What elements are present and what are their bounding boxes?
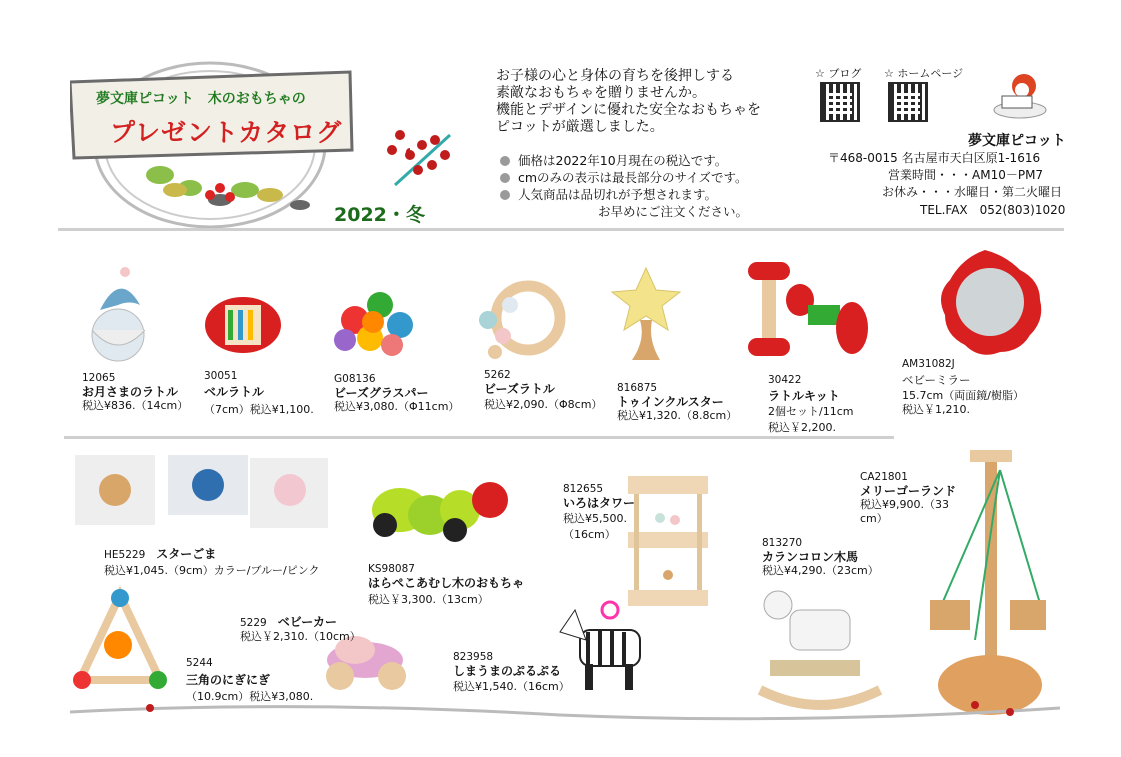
product-name: お月さまのラトル — [82, 385, 179, 399]
product-size: cm） — [860, 512, 888, 525]
moon-rattle-image — [92, 267, 145, 361]
product-card[interactable] — [762, 536, 879, 578]
bead-rattle-image — [479, 286, 560, 359]
product-price: 税込¥2,090.（Φ8cm） — [484, 398, 603, 411]
product-price: 税込¥9,900.（33 — [860, 498, 949, 511]
product-code: 12065 — [82, 372, 116, 384]
season-label: 2022・冬 — [334, 204, 425, 226]
product-price: 税込¥3,080.（Φ11cm） — [334, 400, 460, 413]
product-code: 5229 — [240, 617, 267, 629]
note-item: 人気商品は品切れが予想されます。 — [500, 186, 748, 203]
zebra-image — [560, 602, 640, 690]
product-card[interactable] — [902, 357, 1024, 417]
product-card[interactable] — [334, 372, 459, 414]
twinkle-star-image — [612, 268, 680, 360]
intro-text: お子様の心と身体の育ちを後押しする 素敵なおもちゃを贈りませんか。 機能とデザインに優れた安全なおもちゃを ピコットが厳選しました。 — [496, 68, 762, 135]
product-card[interactable] — [186, 656, 313, 704]
product-code: 816875 — [617, 382, 658, 394]
product-name: ベルラトル — [204, 385, 265, 399]
product-size: （16cm） — [563, 528, 616, 541]
product-name: メリーゴーランド — [860, 484, 957, 498]
baby-car-image — [326, 636, 406, 690]
product-card[interactable] — [768, 373, 853, 435]
blog-label: ☆ ブログ — [815, 67, 862, 80]
product-price: 税込￥2,200. — [768, 421, 836, 434]
product-card[interactable] — [82, 371, 188, 413]
product-name: しまうまのぷるぷる — [453, 664, 562, 678]
product-price: 税込¥836.（14cm） — [82, 399, 189, 412]
product-price: 税込¥1,045.（9cm）カラー/ブルー/ピンク — [104, 564, 320, 577]
product-card[interactable] — [104, 547, 320, 578]
product-name: ビーズグラスパー — [334, 386, 429, 400]
catalog-title: プレゼントカタログ — [110, 118, 343, 147]
product-name: トゥインクルスター — [617, 395, 724, 409]
product-code: AM31082J — [902, 358, 955, 370]
rattle-kit-image — [748, 262, 868, 356]
iroha-tower-image — [628, 476, 708, 606]
product-code: 812655 — [563, 483, 604, 495]
shop-hours: 営業時間・・・AM10－PM7 — [888, 168, 1044, 182]
triangle-grasper-image — [73, 589, 167, 689]
product-name: ラトルキット — [768, 389, 840, 403]
product-size: 15.7cm（両面鏡/樹脂） — [902, 389, 1024, 402]
shop-line: 夢文庫ピコット 木のおもちゃの — [96, 91, 306, 107]
product-price: 税込￥3,300.（13cm） — [368, 593, 489, 606]
note-item: cmのみの表示は最長部分のサイズです。 — [500, 169, 748, 186]
product-card[interactable] — [860, 470, 956, 526]
shop-tel: TEL.FAX 052(803)1020 — [920, 203, 1066, 217]
product-code: 30422 — [768, 374, 802, 386]
note-item: 価格は2022年10月現在の税込です。 — [500, 152, 748, 169]
product-price: 税込¥1,540.（16cm） — [453, 680, 570, 693]
product-code: 813270 — [762, 537, 803, 549]
product-card[interactable] — [453, 650, 570, 694]
product-card[interactable] — [563, 482, 635, 542]
product-price: （10.9cm）税込¥3,080. — [186, 690, 314, 703]
bead-grasper-image — [334, 292, 413, 356]
product-code: 823958 — [453, 651, 494, 663]
product-price: 税込￥2,310.（10cm） — [240, 630, 361, 643]
product-card[interactable] — [240, 615, 361, 644]
shop-holiday: お休み・・・水曜日・第二火曜日 — [882, 185, 1063, 199]
product-card[interactable] — [204, 369, 314, 417]
product-code: CA21801 — [860, 471, 908, 483]
product-card[interactable] — [368, 562, 524, 607]
product-price: 税込¥1,320.（8.8cm） — [617, 409, 738, 422]
product-name: カランコロン木馬 — [762, 550, 859, 564]
note-tail: お早めにご注文ください。 — [598, 204, 749, 219]
product-name: ビーズラトル — [484, 382, 555, 396]
product-price: 税込￥1,210. — [902, 403, 970, 416]
product-price: 税込¥5,500. — [563, 512, 627, 525]
product-code: G08136 — [334, 373, 376, 385]
product-code: 5262 — [484, 369, 511, 381]
product-name: ベビーカー — [277, 615, 338, 629]
baby-mirror-image — [941, 250, 1041, 355]
bell-rattle-image — [205, 297, 281, 353]
homepage-label: ☆ ホームページ — [884, 67, 964, 80]
product-price: （7cm）税込¥1,100. — [204, 403, 314, 416]
product-price: 税込¥4,290.（23cm） — [762, 564, 879, 577]
product-card[interactable] — [484, 368, 602, 412]
shop-name: 夢文庫ピコット — [968, 133, 1066, 149]
product-name: スターごま — [156, 547, 217, 561]
rocking-horse-image — [760, 591, 880, 705]
product-name: 三角のにぎにぎ — [186, 673, 271, 687]
caterpillar-image — [372, 482, 508, 542]
product-code: 30051 — [204, 370, 238, 382]
product-name: はらぺこあむし木のおもちゃ — [368, 576, 525, 590]
star-top-images — [75, 455, 328, 528]
product-code: KS98087 — [368, 563, 415, 575]
product-size: 2個セット/11cm — [768, 405, 854, 418]
product-code: HE5229 — [104, 549, 146, 561]
product-card[interactable] — [617, 381, 737, 423]
product-name: いろはタワー — [563, 496, 636, 510]
product-code: 5244 — [186, 657, 213, 669]
product-name: ベビーミラー — [902, 373, 971, 387]
shop-address: 〒468-0015 名古屋市天白区原1-1616 — [828, 151, 1041, 165]
